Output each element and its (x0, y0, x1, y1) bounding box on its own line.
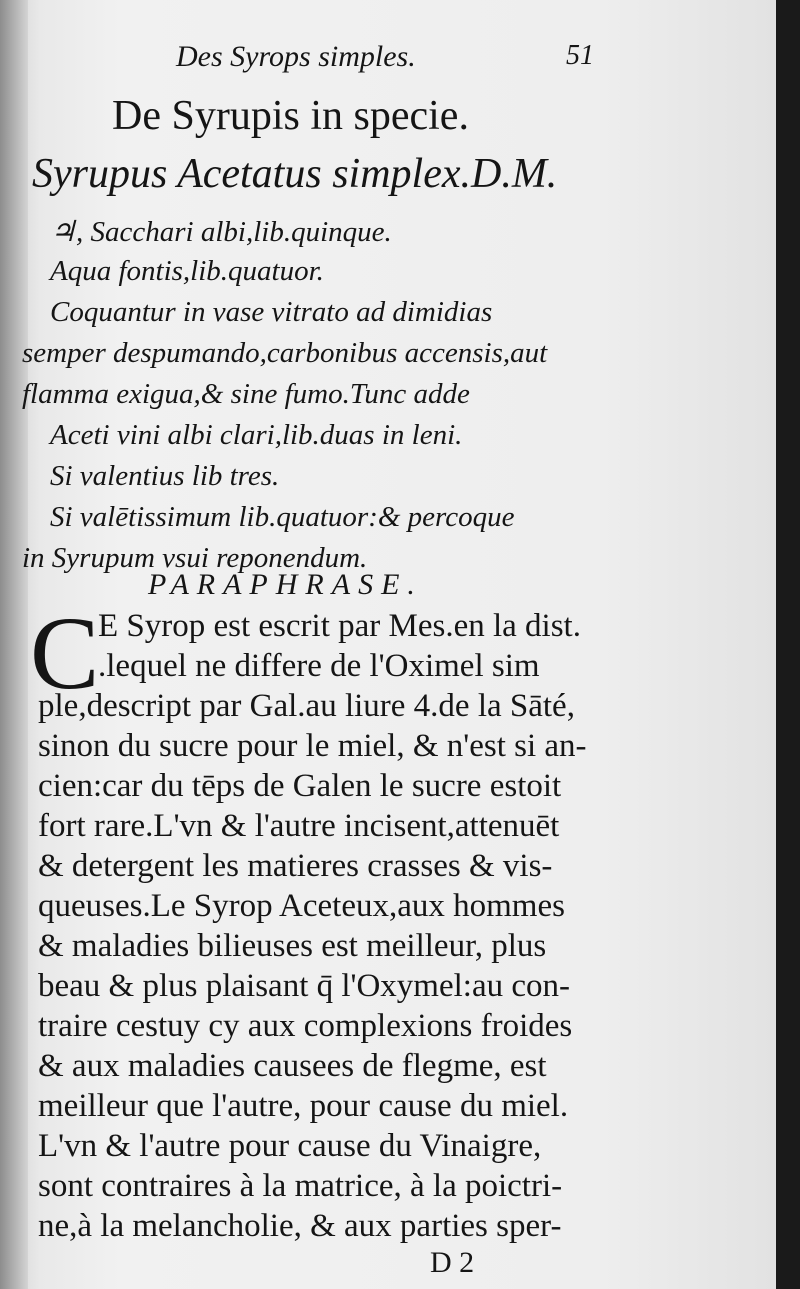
body-line: & aux maladies causees de flegme, est (38, 1048, 547, 1084)
body-line: ne,à la melancholie, & aux parties sper- (38, 1208, 562, 1244)
recipe-line: semper despumando,carbonibus accensis,aut (22, 337, 548, 369)
body-line: L'vn & l'autre pour cause du Vinaigre, (38, 1128, 542, 1164)
gutter-shadow (0, 0, 28, 1289)
recipe-line: flamma exigua,& sine fumo.Tunc adde (22, 378, 470, 410)
recipe-line: Aceti vini albi clari,lib.duas in leni. (50, 419, 463, 451)
recipe-line: ♃, Sacchari albi,lib.quinque. (50, 216, 392, 248)
body-line: sinon du sucre pour le miel, & n'est si an- (38, 728, 587, 764)
body-line: & detergent les matieres crasses & vis- (38, 848, 553, 884)
body-line: queuses.Le Syrop Aceteux,aux hommes (38, 888, 565, 924)
running-head: Des Syrops simples. (176, 40, 416, 73)
section-title: De Syrupis in specie. (112, 93, 469, 139)
body-line: & maladies bilieuses est meilleur, plus (38, 928, 547, 964)
body-line: meilleur que l'autre, pour cause du miel. (38, 1088, 569, 1124)
recipe-line: Aqua fontis,lib.quatuor. (50, 255, 324, 287)
body-line: ple,descript par Gal.au liure 4.de la Sāté, (38, 688, 575, 724)
recipe-line: Si valentius lib tres. (50, 460, 280, 492)
body-line: E Syrop est escrit par Mes.en la dist. (98, 608, 581, 644)
body-line: fort rare.L'vn & l'autre incisent,attenuēt (38, 808, 560, 844)
page-number: 51 (566, 40, 594, 71)
body-line: cien:car du tēps de Galen le sucre estoit (38, 768, 562, 804)
recipe-line: in Syrupum vsui reponendum. (22, 542, 368, 574)
recipe-title: Syrupus Acetatus simplex.D.M. (32, 151, 558, 197)
recipe-line: Coquantur in vase vitrato ad dimidias (50, 296, 493, 328)
signature-mark: D 2 (430, 1246, 475, 1279)
recipe-line: Si valētissimum lib.quatuor:& percoque (50, 501, 515, 533)
body-line: traire cestuy cy aux complexions froides (38, 1008, 573, 1044)
drop-capital: C (30, 596, 100, 711)
body-line: beau & plus plaisant q̄ l'Oxymel:au con- (38, 968, 570, 1004)
body-line: sont contraires à la matrice, à la poictri- (38, 1168, 563, 1204)
paraphrase-heading: PARAPHRASE. (148, 568, 423, 601)
body-line: .lequel ne differe de l'Oximel sim (98, 648, 540, 684)
